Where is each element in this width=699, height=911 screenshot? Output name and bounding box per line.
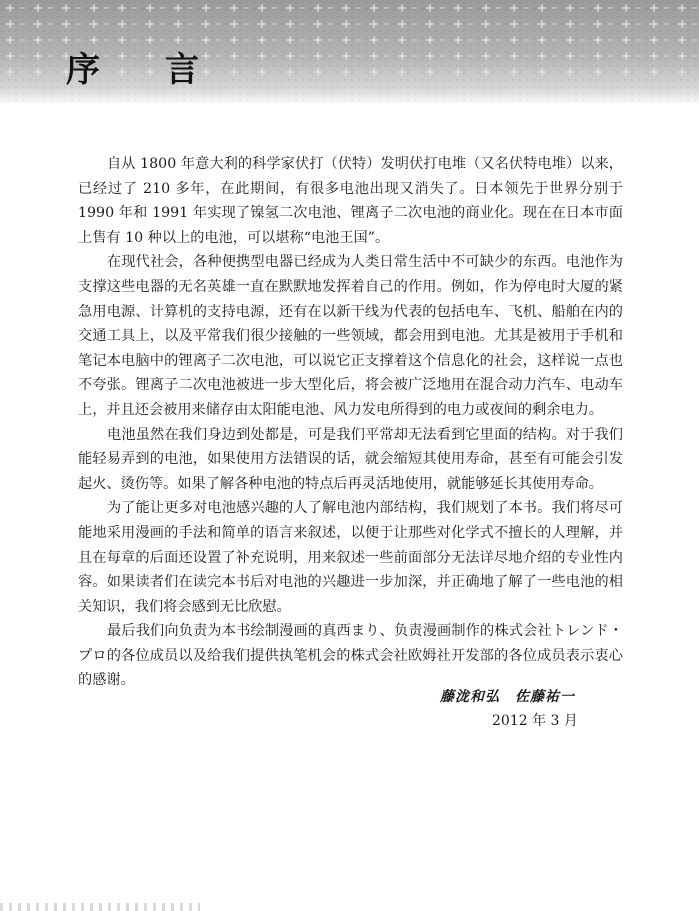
title-char-1: 序 <box>66 50 102 90</box>
author-names: 藤泷和弘 佐藤祐一 <box>440 689 575 705</box>
paragraph-2: 在现代社会，各种便携型电器已经成为人类日常生活中不可缺少的东西。电池作为支撑这些电器的无名英雄一直在默默地发挥着自己的作用。例如，作为停电时大厦的紧急用电源、计算机的支持电源，还有在以新干线为代表的包括电车、飞机、船舶在内的交通工具上，以及平常我们很少接触的一些领域，都会用到电池。尤其是被用于手机和笔记本电脑中的锂离子二次电池，可以说它正支撑着这个信息化的社会，这样说一点也不夸张。锂离子二次电池被进一步大型化后，将会被广泛地用在混合动力汽车、电动车上，并且还会被用来储存由太阳能电池、风力发电所得到的电力或夜间的剩余电力。 <box>78 254 623 418</box>
paragraph-3: 电池虽然在我们身边到处都是，可是我们平常却无法看到它里面的结构。对于我们能轻易弄到的电池，如果使用方法错误的话，就会缩短其使用寿命，甚至有可能会引发起火、烫伤等。如果了解各种电池的特点后再灵活地使用，就能够延长其使用寿命。 <box>78 426 623 492</box>
signature-block <box>440 685 610 733</box>
paragraph-4: 为了能让更多对电池感兴趣的人了解电池内部结构，我们规划了本书。我们将尽可能地采用漫画的手法和简单的语言来叙述，以便于让那些对化学式不擅长的人理解，并且在每章的后面还设置了补充说明，用来叙述一些前面部分无法详尽地介绍的专业性内容。如果读者们在读完本书后对电池的兴趣进一步加深，并正确地了解了一些电池的相关知识，我们将会感到无比欣慰。 <box>78 500 623 615</box>
signature-date: 2012 年 3 月 <box>492 713 578 729</box>
title-char-2: 言 <box>165 50 201 90</box>
paragraph-5: 最后我们向负责为本书绘制漫画的真西まり、负责漫画制作的株式会社トレンド・プロ的各位成员以及给我们提供执笔机会的株式会社欧姆社开发部的各位成员表示衷心的感谢。 <box>78 623 623 689</box>
paragraph-1: 自从 1800 年意大利的科学家伏打（伏特）发明伏打电堆（又名伏特电堆）以来，已经过了 210 多年，在此期间，有很多电池出现又消失了。日本领先于世界分别于 1990 年和 1991 年实现了镍氢二次电池、锂离子二次电池的商业化。现在在日本市面上售有 10 种以上的电池，可以堪称“电池王国”。 <box>78 156 623 246</box>
bottom-edge-marks <box>0 903 200 911</box>
preface-body <box>78 152 623 693</box>
header-banner <box>0 0 699 105</box>
page-title <box>66 42 201 91</box>
